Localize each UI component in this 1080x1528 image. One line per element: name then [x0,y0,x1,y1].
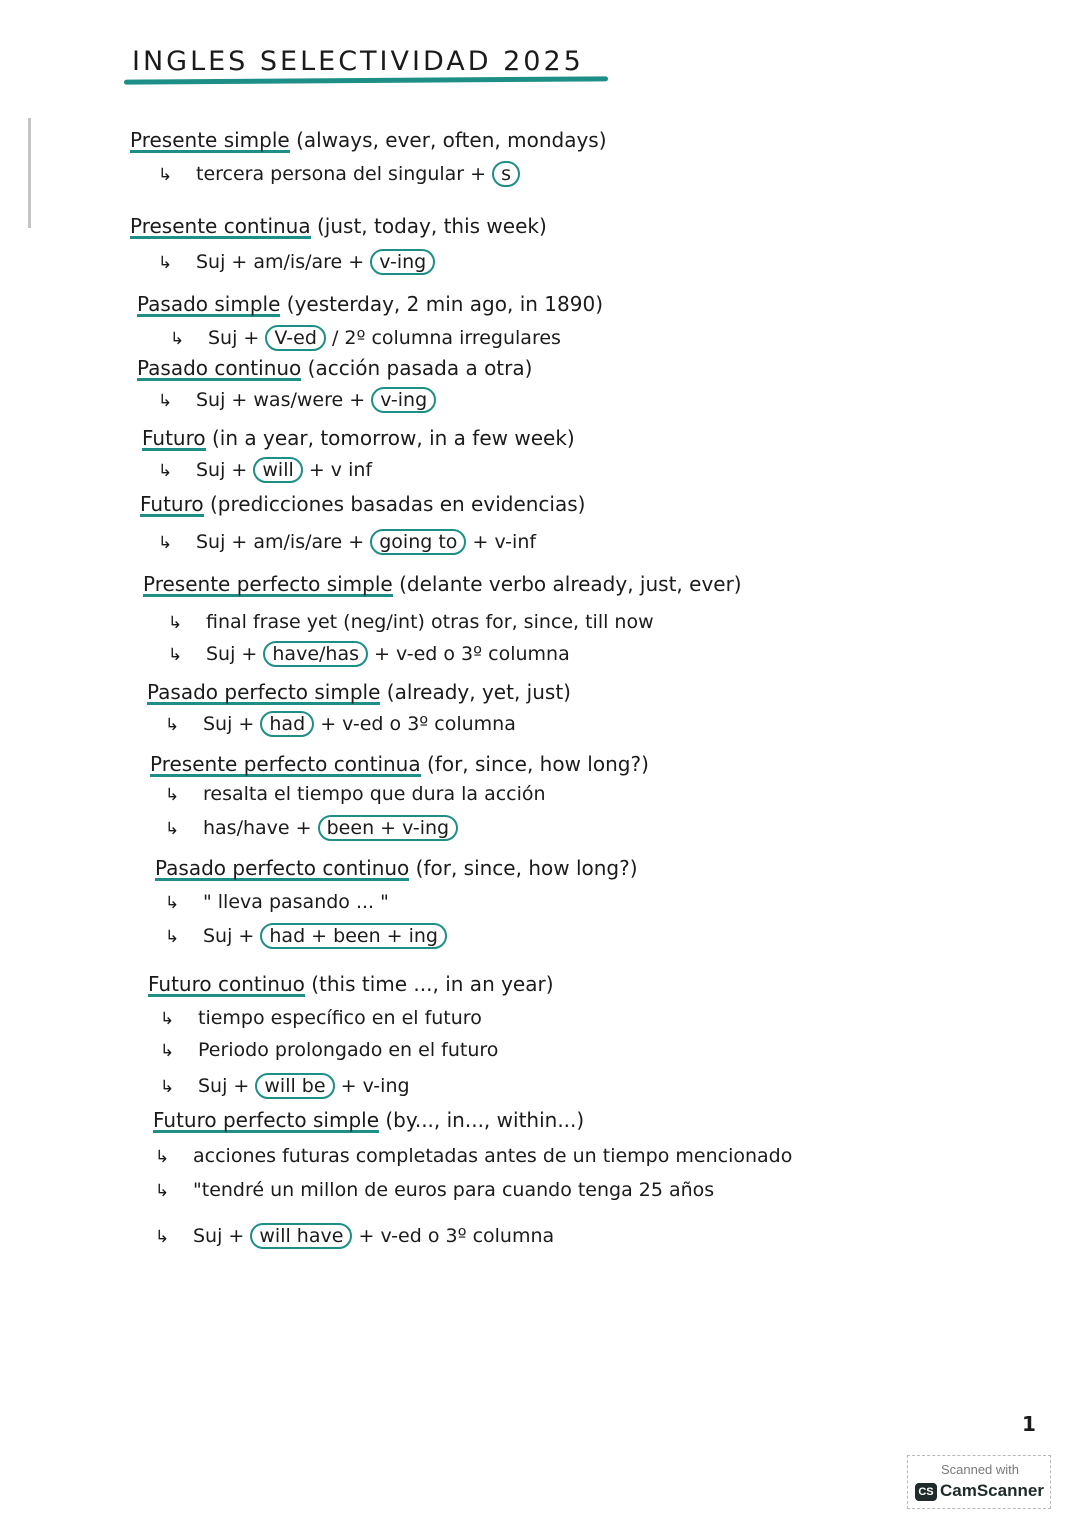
tense-keywords: (always, ever, often, mondays) [296,128,607,152]
rule-text-tail: / 2º columna irregulares [331,327,561,349]
tense-keywords: (this time ..., in an year) [311,972,554,996]
tense-keywords: (predicciones basadas en evidencias) [209,492,586,516]
bullet-arrow-icon: ↳ [158,391,173,411]
circled-form: v-ing [370,249,435,275]
rule-text: final frase yet (neg/int) otras for, since, till now [206,611,654,633]
rule-text: Suj + [203,713,255,735]
bullet-arrow-icon: ↳ [160,1041,175,1061]
tense-rule [165,814,458,843]
tense-heading [142,424,575,452]
tense-heading [137,354,532,382]
bullet-arrow-icon: ↳ [155,1147,170,1167]
rule-text-tail: + v-ed o 3º columna [374,643,570,665]
tense-keywords: (just, today, this week) [316,214,547,238]
camscanner-logo-icon: CS [915,1483,937,1501]
rule-text: Suj + am/is/are + [196,251,365,273]
tense-rule [160,1072,410,1101]
bullet-arrow-icon: ↳ [170,329,185,349]
rule-text-tail: + v-inf [472,531,537,553]
tense-heading [143,570,742,598]
tense-rule [168,608,654,637]
rule-text-tail: + v-ed o 3º columna [358,1225,555,1247]
rule-text: Suj + am/is/are + [196,531,365,553]
tense-keywords: (acción pasada a otra) [307,356,533,380]
tense-rule [165,922,447,951]
bullet-arrow-icon: ↳ [158,461,173,481]
rule-text: has/have + [203,817,312,839]
bullet-arrow-icon: ↳ [160,1009,175,1029]
tense-keywords: (already, yet, just) [386,680,571,704]
rule-text: " lleva pasando ... " [203,891,389,913]
rule-text: acciones futuras completadas antes de un tiempo mencionado [193,1145,793,1167]
tense-heading [130,212,547,240]
bullet-arrow-icon: ↳ [158,165,173,185]
tense-keywords: (in a year, tomorrow, in a few week) [211,426,575,450]
tense-name: Futuro perfecto simple [153,1108,379,1132]
tense-rule [155,1222,554,1251]
rule-text: Suj + [206,643,258,665]
camscanner-badge [907,1455,1051,1509]
binding-mark [28,118,31,228]
bullet-arrow-icon: ↳ [158,533,173,553]
bullet-arrow-icon: ↳ [165,785,180,805]
scanned-with-label: Scanned with [940,1462,1020,1477]
bullet-arrow-icon: ↳ [168,645,183,665]
tense-rule [170,324,561,353]
tense-rule [155,1142,792,1171]
tense-heading [130,126,607,154]
bullet-arrow-icon: ↳ [165,893,180,913]
circled-form: s [492,161,520,187]
rule-text-tail: + v inf [308,459,373,481]
tense-heading [147,678,571,706]
tense-name: Presente simple [130,128,290,152]
tense-name: Futuro [140,492,204,516]
tense-rule [158,528,536,557]
tense-rule [158,456,372,485]
tense-heading [140,490,585,518]
tense-rule [165,780,546,809]
camscanner-brand: CamScanner [940,1481,1044,1500]
rule-text: Suj + was/were + [196,389,366,411]
rule-text: Suj + [208,327,260,349]
tense-keywords: (by..., in..., within...) [385,1108,585,1132]
circled-form: had [260,711,314,737]
rule-text: Suj + [198,1075,250,1097]
tense-name: Pasado continuo [137,356,302,380]
rule-text: Suj + [203,925,255,947]
circled-form: will be [255,1073,334,1099]
rule-text-tail: + v-ing [340,1075,410,1097]
tense-rule [160,1036,498,1065]
tense-heading [153,1106,584,1134]
bullet-arrow-icon: ↳ [165,927,180,947]
tense-keywords: (for, since, how long?) [415,856,638,880]
circled-form: V-ed [265,325,326,351]
rule-text: resalta el tiempo que dura la acción [203,783,546,805]
circled-form: had + been + ing [260,923,447,949]
tense-name: Presente perfecto continua [150,752,421,776]
circled-form: been + v-ing [318,815,458,841]
tense-rule [158,160,520,189]
page-title: INGLES SELECTIVIDAD 2025 [132,46,584,77]
tense-rule [160,1004,482,1033]
bullet-arrow-icon: ↳ [160,1077,175,1097]
circled-form: v-ing [371,387,436,413]
tense-rule [168,640,570,669]
tense-keywords: (for, since, how long?) [426,752,649,776]
rule-text: Periodo prolongado en el futuro [198,1039,499,1061]
tense-rule [158,386,436,415]
tense-keywords: (yesterday, 2 min ago, in 1890) [286,292,603,316]
tense-rule [165,888,389,917]
rule-text: Suj + [193,1225,245,1247]
tense-name: Presente continua [130,214,311,238]
tense-heading [150,750,649,778]
rule-text-tail: + v-ed o 3º columna [320,713,516,735]
tense-rule [165,710,516,739]
rule-text: Suj + [196,459,248,481]
bullet-arrow-icon: ↳ [165,715,180,735]
tense-rule [158,248,435,277]
circled-form: will have [250,1223,352,1249]
tense-keywords: (delante verbo already, just, ever) [399,572,742,596]
tense-heading [148,970,554,998]
rule-text: tercera persona del singular + [196,163,487,185]
bullet-arrow-icon: ↳ [158,253,173,273]
tense-rule [155,1176,714,1205]
circled-form: have/has [263,641,368,667]
rule-text: tiempo específico en el futuro [198,1007,482,1029]
bullet-arrow-icon: ↳ [165,819,180,839]
tense-name: Pasado simple [137,292,281,316]
rule-text: "tendré un millon de euros para cuando tenga 25 años [193,1179,715,1201]
tense-heading [155,854,638,882]
tense-name: Futuro [142,426,206,450]
tense-name: Futuro continuo [148,972,305,996]
bullet-arrow-icon: ↳ [155,1227,170,1247]
tense-heading [137,290,603,318]
tense-name: Pasado perfecto simple [147,680,381,704]
page-number: 1 [1022,1412,1036,1436]
tense-name: Presente perfecto simple [143,572,393,596]
bullet-arrow-icon: ↳ [155,1181,170,1201]
circled-form: going to [370,529,466,555]
tense-name: Pasado perfecto continuo [155,856,410,880]
bullet-arrow-icon: ↳ [168,613,183,633]
circled-form: will [253,457,302,483]
